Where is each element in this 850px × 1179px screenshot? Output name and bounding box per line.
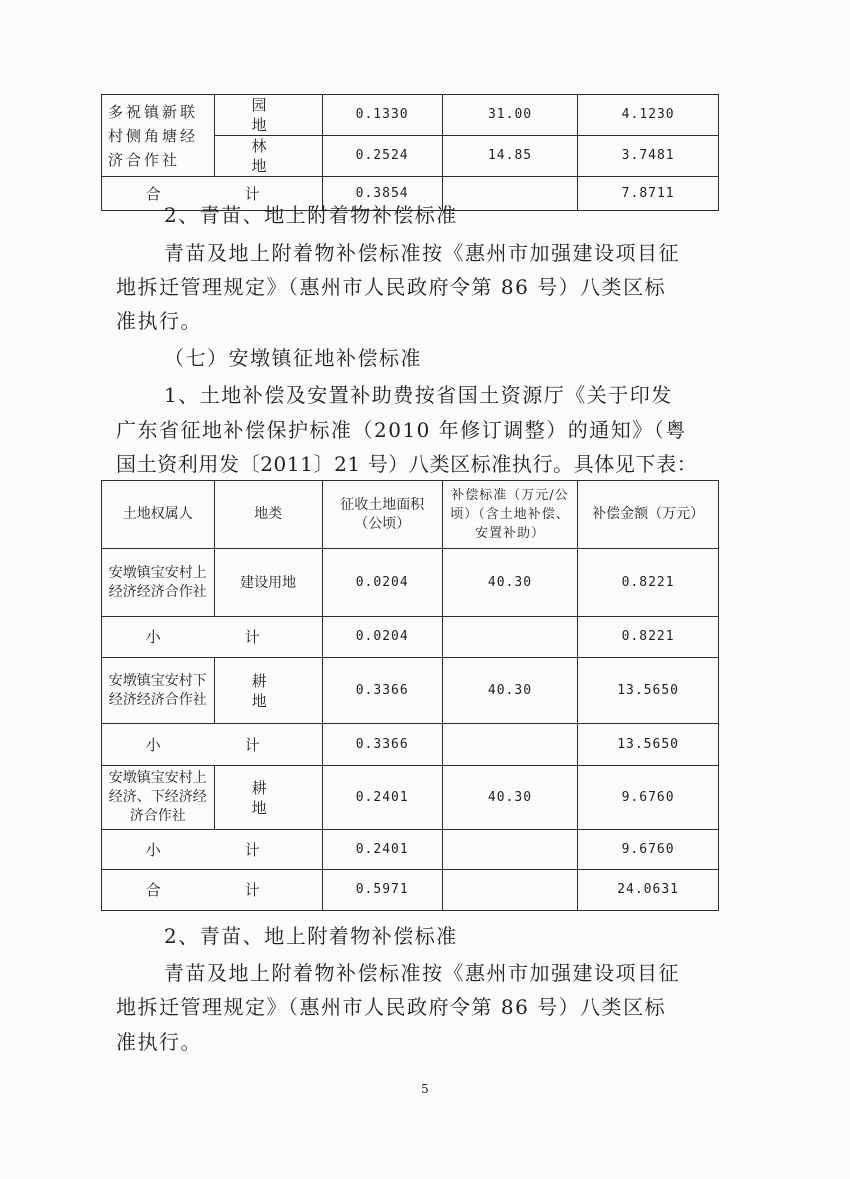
subtotal-amount: 13.5650 — [578, 724, 719, 766]
amount-cell: 3.7481 — [578, 136, 719, 177]
empty-cell — [442, 870, 577, 911]
paragraph-line: 1、土地补偿及安置补助费按省国土资源厅《关于印发 — [164, 383, 673, 407]
area-cell: 0.3366 — [322, 658, 442, 724]
total-area: 0.5971 — [322, 870, 442, 911]
amount-cell: 0.8221 — [578, 549, 719, 617]
subtotal-label: 小 计 — [102, 830, 323, 870]
land-owner-cell: 多祝镇新联村侧角塘经济合作社 — [102, 95, 215, 177]
subtotal-amount: 9.6760 — [578, 830, 719, 870]
area-cell: 0.2524 — [322, 136, 442, 177]
paragraph-line: 青苗及地上附着物补偿标准按《惠州市加强建设项目征 — [164, 961, 680, 985]
land-type-cell: 建设用地 — [214, 549, 322, 617]
land-type-cell: 耕 地 — [214, 658, 322, 724]
subtotal-label: 小 计 — [102, 617, 323, 658]
paragraph-line: 青苗及地上附着物补偿标准按《惠州市加强建设项目征 — [164, 241, 680, 265]
table-row — [102, 549, 719, 617]
header-area: 征收土地面积（公顷） — [322, 481, 442, 549]
land-owner-cell: 安墩镇宝安村上经济经济合作社 — [102, 549, 215, 617]
land-type-cell: 园 地 — [214, 95, 322, 136]
subtotal-area: 0.0204 — [322, 617, 442, 658]
table-row — [102, 95, 719, 136]
empty-cell — [442, 177, 578, 211]
section-heading: （七）安墩镇征地补偿标准 — [164, 346, 422, 370]
page-number: 5 — [421, 1082, 429, 1096]
header-row — [102, 481, 719, 549]
compensation-table-continued — [101, 94, 719, 211]
total-amount: 7.8711 — [578, 177, 719, 211]
rate-cell: 40.30 — [442, 766, 577, 830]
subtotal-area: 0.3366 — [322, 724, 442, 766]
total-row — [102, 870, 719, 911]
section-heading: 2、青苗、地上附着物补偿标准 — [164, 203, 458, 227]
subtotal-row — [102, 617, 719, 658]
amount-cell: 9.6760 — [578, 766, 719, 830]
paragraph-line: 准执行。 — [116, 1030, 202, 1054]
anton-compensation-table — [101, 480, 719, 911]
subtotal-area: 0.2401 — [322, 830, 442, 870]
header-land-type: 地类 — [214, 481, 322, 549]
subtotal-amount: 0.8221 — [578, 617, 719, 658]
empty-cell — [442, 617, 577, 658]
subtotal-label: 小 计 — [102, 724, 323, 766]
paragraph-line: 地拆迁管理规定》（惠州市人民政府令第 86 号）八类区标 — [116, 995, 667, 1019]
area-cell: 0.2401 — [322, 766, 442, 830]
rate-cell: 14.85 — [442, 136, 578, 177]
amount-cell: 13.5650 — [578, 658, 719, 724]
rate-cell: 40.30 — [442, 549, 577, 617]
area-cell: 0.1330 — [322, 95, 442, 136]
empty-cell — [442, 830, 577, 870]
area-cell: 0.0204 — [322, 549, 442, 617]
header-owner: 土地权属人 — [102, 481, 215, 549]
paragraph-line: 国土资利用发〔2011〕21 号）八类区标准执行。具体见下表： — [116, 452, 698, 476]
header-rate: 补偿标准（万元/公顷）（含土地补偿、安置补助） — [442, 481, 577, 549]
land-type-cell: 林 地 — [214, 136, 322, 177]
rate-cell: 31.00 — [442, 95, 578, 136]
table-row — [102, 658, 719, 724]
header-amount: 补偿金额（万元） — [578, 481, 719, 549]
paragraph-line: 准执行。 — [116, 309, 202, 333]
amount-cell: 4.1230 — [578, 95, 719, 136]
empty-cell — [442, 724, 577, 766]
paragraph-line: 地拆迁管理规定》（惠州市人民政府令第 86 号）八类区标 — [116, 275, 667, 299]
paragraph-line: 广东省征地补偿保护标准（2010 年修订调整）的通知》（粤 — [116, 418, 687, 442]
land-owner-cell: 安墩镇宝安村上经济、下经济经济合作社 — [102, 766, 215, 830]
total-label: 合 计 — [102, 177, 323, 211]
section-heading: 2、青苗、地上附着物补偿标准 — [164, 924, 458, 948]
subtotal-row — [102, 830, 719, 870]
total-area: 0.3854 — [322, 177, 442, 211]
land-type-cell: 耕 地 — [214, 766, 322, 830]
land-owner-cell: 安墩镇宝安村下经济经济合作社 — [102, 658, 215, 724]
rate-cell: 40.30 — [442, 658, 577, 724]
subtotal-row — [102, 724, 719, 766]
total-amount: 24.0631 — [578, 870, 719, 911]
total-label: 合 计 — [102, 870, 323, 911]
table-row — [102, 766, 719, 830]
